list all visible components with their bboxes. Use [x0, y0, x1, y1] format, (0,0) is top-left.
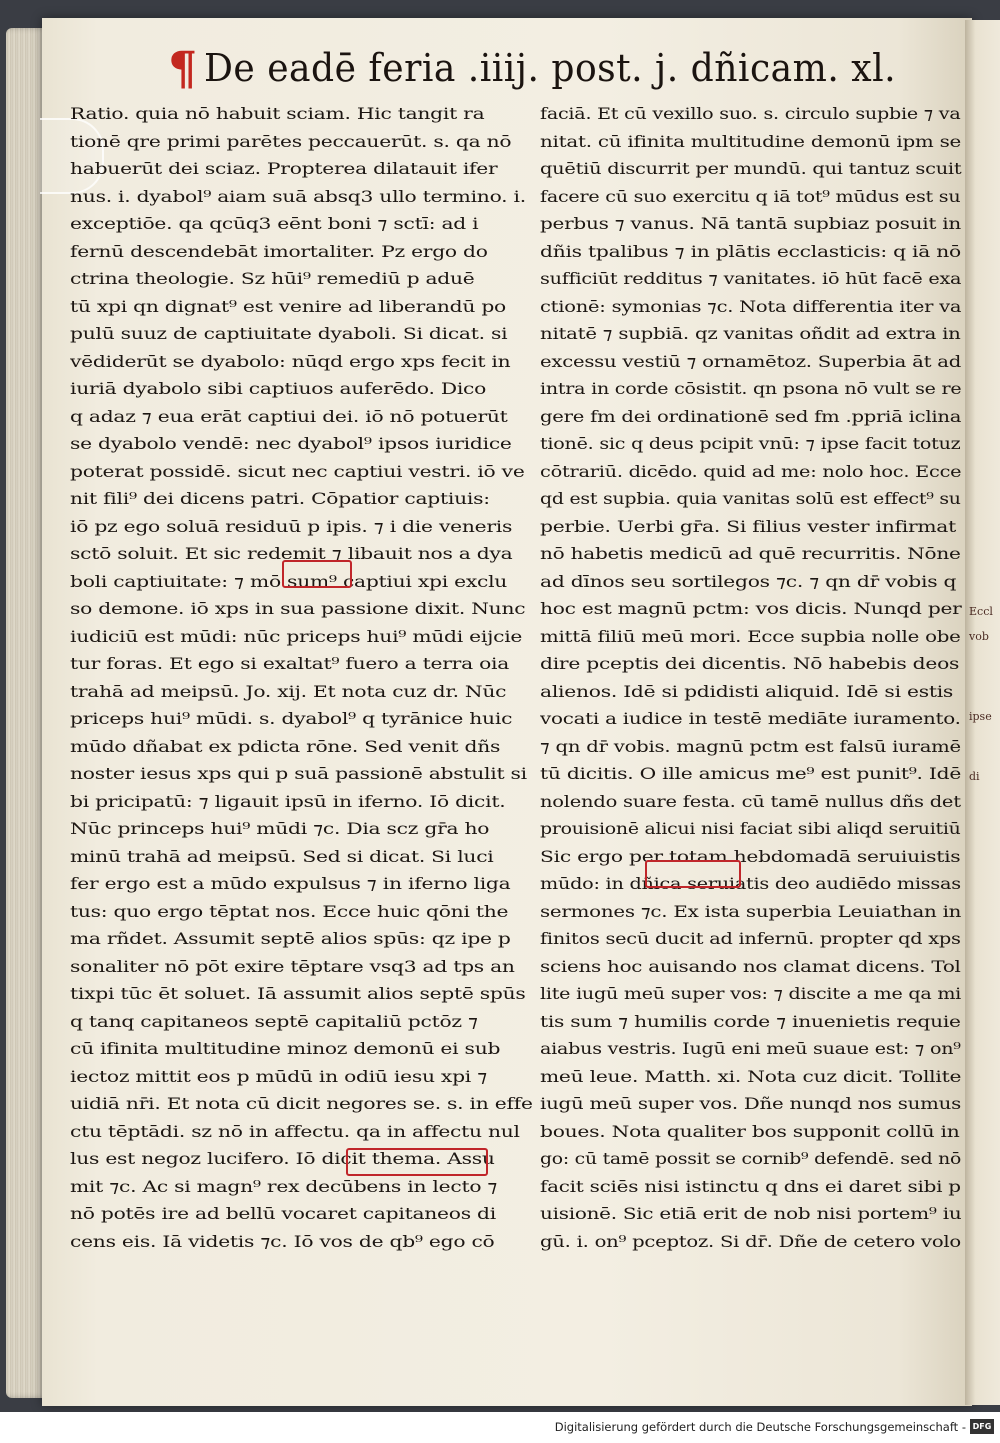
page-title: De eadē feria .iiij. post. j. dñicam. xl.	[204, 46, 897, 90]
text-line: meū leue. Matth. xi. Nota cuz dicit. Tollite	[540, 1066, 962, 1086]
text-line: tixpi tūc ēt soluet. Iā assumit alios septē spūs	[70, 984, 526, 1003]
text-line: Sic ergo per totam hebdomadā seruiuistis	[540, 846, 961, 866]
text-line: tis sum ⁊ humilis corde ⁊ inuenietis requie	[540, 1011, 961, 1031]
text-line: iudiciū est mūdi: nūc priceps hui⁹ mūdi eijcie	[70, 626, 523, 646]
text-line: facere cū suo exercitu q iā tot⁹ mūdus est su	[540, 186, 961, 206]
text-line: ctrina theologie. Sz hūi⁹ remediū p aduē	[70, 269, 475, 288]
text-line: finitos secū ducit ad infernū. propter qd xps	[540, 929, 961, 948]
text-line	[70, 1255, 545, 1260]
text-line: fernū descendebāt imortaliter. Pz ergo do	[70, 241, 488, 261]
text-line: boli captiuitate: ⁊ mō sum⁹ captiui xpi exclu	[70, 571, 508, 591]
text-line: sonaliter nō pōt exire tēptare vsq3 ad tps an	[70, 956, 515, 976]
right-text-column	[540, 100, 965, 1260]
text-line: sctō soluit. Et sic redemit ⁊ libauit nos a dya	[70, 544, 513, 563]
text-line: mūdo: in dñica seruiatis deo audiēdo missas	[540, 874, 961, 893]
text-line: exceptiōe. qa qcūq3 eēnt boni ⁊ sctī: ad i	[70, 214, 479, 233]
footer-credit: Digitalisierung gefördert durch die Deutsche Forschungsgemeinschaft -	[554, 1420, 966, 1434]
text-line: minū trahā ad meipsū. Sed si dicat. Si luci	[70, 846, 494, 866]
facing-page-fragment: ipse	[969, 710, 992, 723]
text-line: cōtrariū. dicēdo. quid ad me: nolo hoc. Ecce	[540, 461, 962, 481]
text-line: alienos. Idē si pdidisti aliquid. Idē si estis	[540, 681, 954, 701]
text-line: se dyabolo vendē: nec dyabol⁹ ipsos iuridice	[70, 434, 512, 453]
text-line: faciā. Et cū vexillo suo. s. circulo supbie ⁊ va	[540, 104, 961, 123]
text-line: nit fili⁹ dei dicens patri. Cōpatior captiuis:	[70, 489, 490, 508]
text-line: iugū meū super vos. Dñe nunqd nos sumus	[540, 1094, 961, 1113]
text-line: cū ifinita multitudine minoz demonū ei sub	[70, 1039, 501, 1058]
text-line: tus: quo ergo tēptat nos. Ecce huic qōni the	[70, 901, 509, 921]
rubric-box	[282, 560, 352, 588]
text-line: excessu vestiū ⁊ ornamētoz. Superbia āt ad	[540, 351, 962, 371]
text-line: tū dicitis. O ille amicus me⁹ est punit⁹. Idē	[540, 764, 962, 783]
text-line: cens eis. Iā videtis ⁊c. Iō vos de qb⁹ ego cō	[70, 1231, 495, 1251]
text-line: ma rñdet. Assumit septē alios spūs: qz ipe p	[70, 929, 511, 948]
text-line: sciens hoc auisando nos clamat dicens. Tol	[540, 956, 961, 976]
text-line: mittā filiū meū mori. Ecce supbia nolle obe	[540, 626, 961, 646]
text-line: iō pz ego soluā residuū p ipis. ⁊ i die veneris	[70, 516, 513, 536]
text-line: nitat. cū ifinita multitudine demonū ipm se	[540, 131, 962, 151]
text-line: nō habetis medicū ad quē recurritis. Nōne	[540, 544, 961, 563]
text-line: uidiā nr̄i. Et nota cū dicit negores se. s. in effe	[70, 1094, 533, 1113]
text-line: uisionē. Sic etiā erit de nob nisi portem⁹ iu	[540, 1204, 962, 1223]
text-line: quētiū discurrit per mundū. qui tantuz scuit	[540, 159, 962, 178]
text-line: perbus ⁊ vanus. Nā tantā supbiaz posuit in	[540, 214, 962, 233]
rubric-paragraph-mark: ¶	[168, 41, 198, 95]
text-line: iuriā dyabolo sibi captiuos auferēdo. Dico	[70, 379, 487, 398]
page-header	[168, 40, 897, 96]
text-line: go: cū tamē possit se cornib⁹ defendē. sed nō	[540, 1149, 962, 1168]
text-line: q adaz ⁊ eua erāt captiui dei. iō nō potuerūt	[70, 406, 508, 426]
text-line: gere fm dei ordinationē sed fm .ppriā iclina	[540, 406, 962, 426]
text-line: tur foras. Et ego si exaltat⁹ fuero a terra oia	[70, 654, 510, 673]
dfg-logo: DFG	[970, 1419, 994, 1434]
text-line: intra in corde cōsistit. qn psona nō vult se re	[540, 379, 962, 398]
text-line: nō potēs ire ad bellū vocaret capitaneos di	[70, 1204, 496, 1223]
text-line: prouisionē alicui nisi faciat sibi aliqd seruitiū	[540, 819, 961, 838]
text-line: q tanq capitaneos septē capitaliū pctōz ⁊	[70, 1011, 478, 1031]
text-line: nus. i. dyabol⁹ aiam suā absq3 ullo termino. i.	[70, 186, 526, 206]
text-line: poterat possidē. sicut nec captiui vestri. iō ve	[70, 461, 525, 481]
text-line: qd est supbia. quia vanitas solū est effect⁹ su	[540, 489, 961, 508]
text-line: tū xpi qn dignat⁹ est venire ad liberandū po	[70, 296, 506, 316]
text-line: facit sciēs nisi istinctu q dns ei daret sibi p	[540, 1176, 961, 1196]
text-line	[540, 1255, 965, 1260]
rubric-box	[645, 860, 741, 888]
text-line: bi pricipatū: ⁊ ligauit ipsū in iferno. Iō dicit.	[70, 791, 506, 811]
text-line: Nūc princeps hui⁹ mūdi ⁊c. Dia scz gr̄a ho	[70, 819, 490, 838]
text-line: noster iesus xps qui p suā passionē abstulit si	[70, 764, 527, 783]
text-line: gū. i. on⁹ pceptoz. Si dr̄. Dñe de cetero volo	[540, 1231, 961, 1251]
text-line: aiabus vestris. Iugū eni meū suaue est: ⁊ on⁹	[540, 1039, 961, 1058]
book-page-edges	[6, 28, 46, 1398]
text-line: perbie. Uerbi gr̄a. Si filius vester infirmat	[540, 516, 957, 536]
text-line: ctu tēptādi. sz nō in affectu. qa in affectu nul	[70, 1121, 520, 1141]
rubric-box	[346, 1148, 488, 1176]
text-line: iectoz mittit eos p mūdū in odiū iesu xpi ⁊	[70, 1066, 488, 1086]
facing-page-fragment: di	[969, 770, 980, 783]
text-line: vocati a iudice in testē mediāte iuramento.	[540, 709, 961, 728]
text-line: lus est negoz lucifero. Iō dicit thema. Assu	[70, 1149, 495, 1168]
text-line: so demone. iō xps in sua passione dixit. Nunc	[70, 599, 526, 618]
text-line: ⁊ qn dr̄ vobis. magnū pctm est falsū iuramē	[540, 736, 961, 756]
footer-bar	[0, 1412, 1000, 1443]
text-line: fer ergo est a mūdo expulsus ⁊ in iferno liga	[70, 874, 511, 893]
text-line: tionē qre primi parētes peccauerūt. s. qa nō	[70, 131, 512, 151]
text-line: sufficiūt redditus ⁊ vanitates. iō hūt facē exa	[540, 269, 962, 288]
facing-page-fragment: Eccl	[969, 605, 993, 618]
text-line: lite iugū meū super vos: ⁊ discite a me qa mi	[540, 984, 962, 1003]
facing-page-fragment: vob	[969, 630, 989, 643]
text-line: nolendo suare festa. cū tamē nullus dñs det	[540, 791, 961, 811]
text-line: dñis tpalibus ⁊ in plātis ecclasticis: q iā nō	[540, 241, 961, 261]
text-line: ctionē: symonias ⁊c. Nota differentia iter va	[540, 296, 962, 316]
text-line: Ratio. quia nō habuit sciam. Hic tangit ra	[70, 104, 485, 123]
text-line: sermones ⁊c. Ex ista superbia Leuiathan in	[540, 901, 962, 921]
text-line: pulū suuz de captiuitate dyaboli. Si dicat. si	[70, 324, 508, 343]
text-line: trahā ad meipsū. Jo. xij. Et nota cuz dr. Nūc	[70, 681, 507, 701]
text-line: ad dīnos seu sortilegos ⁊c. ⁊ qn dr̄ vobis q	[540, 571, 957, 591]
text-line: dire pceptis dei dicentis. Nō habebis deos	[540, 654, 960, 673]
facing-page	[965, 20, 1000, 1405]
text-line: vēdiderūt se dyabolo: nūqd ergo xps fecit in	[70, 351, 511, 371]
text-line: habuerūt dei sciaz. Propterea dilatauit ifer	[70, 159, 498, 178]
text-line: priceps hui⁹ mūdi. s. dyabol⁹ q tyrānice huic	[70, 709, 513, 728]
text-line: mit ⁊c. Ac si magn⁹ rex decūbens in lecto ⁊	[70, 1176, 498, 1196]
text-line: mūdo dñabat ex pdicta rōne. Sed venit dñs	[70, 736, 501, 756]
text-line: nitatē ⁊ supbiā. qz vanitas oñdit ad extra in	[540, 324, 961, 343]
text-line: boues. Nota qualiter bos supponit collū in	[540, 1121, 960, 1141]
left-text-column	[70, 100, 545, 1260]
text-line: hoc est magnū pctm: vos dicis. Nunqd per	[540, 599, 962, 618]
text-line: tionē. sic q deus pcipit vnū: ⁊ ipse facit totuz	[540, 434, 961, 453]
